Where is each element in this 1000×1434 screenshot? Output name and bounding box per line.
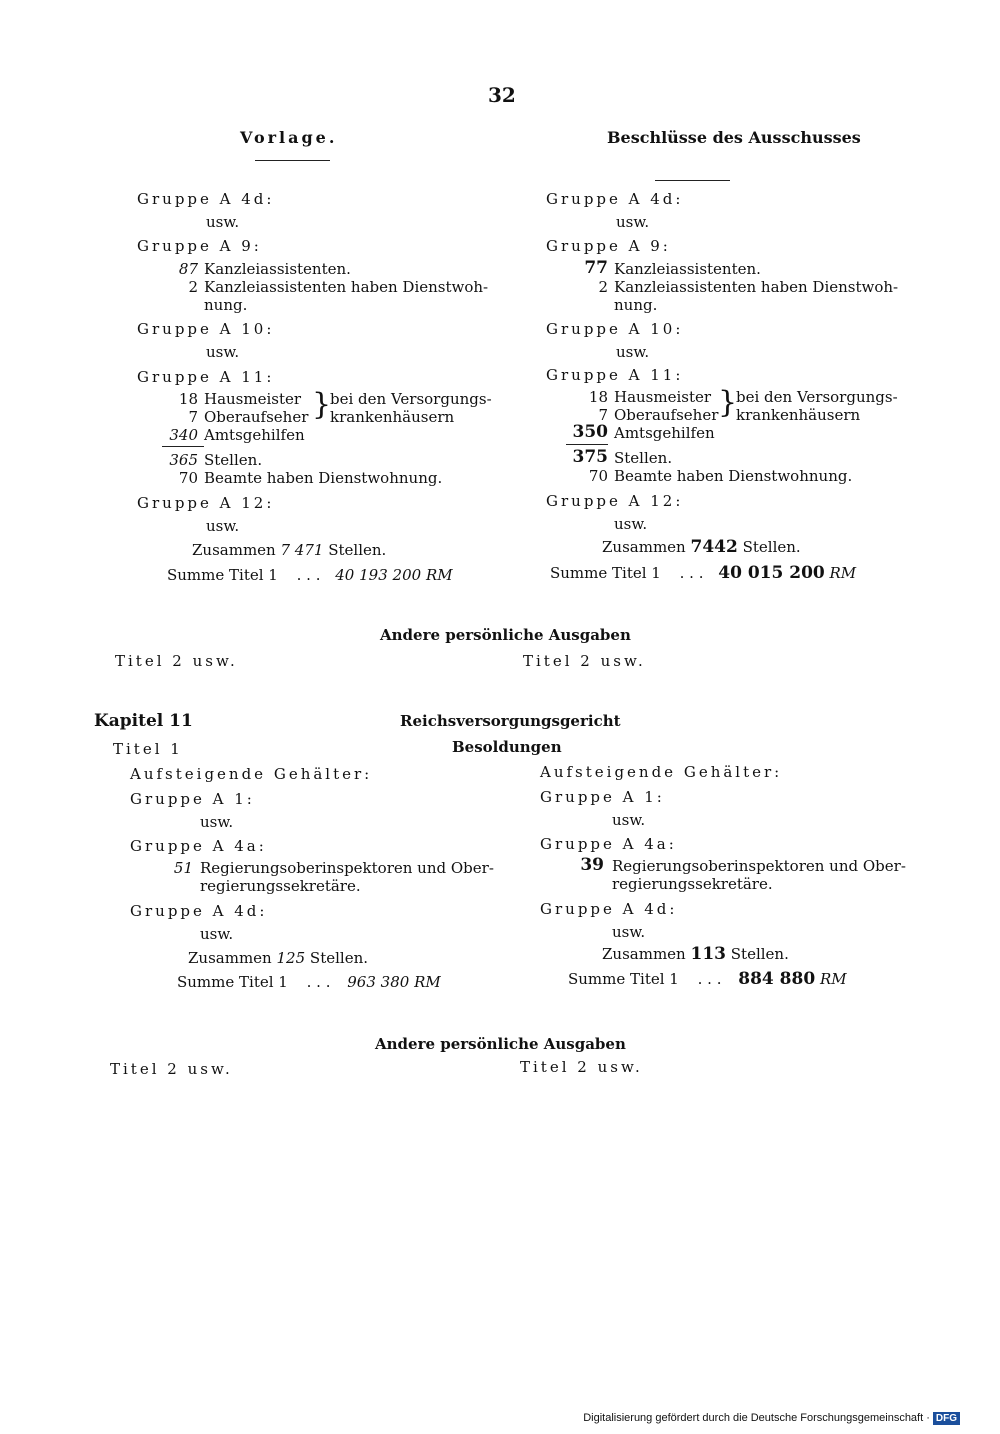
page-number: 32	[488, 83, 516, 107]
right-a9-two: 2	[598, 278, 608, 296]
right-total1	[602, 538, 801, 556]
left-a4a-count: 51	[173, 859, 193, 877]
andere-ausgaben-heading-1: Andere persönliche Ausgaben	[380, 626, 631, 644]
right-a4a-reg-2: regierungssekretäre.	[612, 875, 773, 893]
right-a12-usw: usw.	[614, 515, 648, 533]
right-total1-label: Zusammen	[602, 538, 686, 556]
right-total1-value: 7442	[690, 537, 738, 557]
left-heading: Vorlage.	[240, 128, 338, 147]
right-total2-label: Zusammen	[602, 945, 686, 963]
left-sum2-label: Summe Titel 1	[177, 973, 288, 991]
left-a12-usw: usw.	[206, 517, 240, 535]
right-sum2-value: 884 880	[738, 969, 816, 989]
left-a4d-2-usw: usw.	[200, 925, 234, 943]
left-titel2-2: Titel 2 usw.	[110, 1060, 233, 1078]
right-group-a10: Gruppe A 10:	[546, 320, 684, 338]
left-a4a-reg-2: regierungssekretäre.	[200, 877, 361, 895]
right-sum1-dots: . . .	[679, 564, 704, 582]
left-a11-oberaufseher: Oberaufseher	[204, 408, 309, 426]
left-total1-stellen: Stellen.	[328, 541, 387, 559]
left-group-a9: Gruppe A 9:	[137, 237, 262, 255]
andere-ausgaben-heading-2: Andere persönliche Ausgaben	[375, 1035, 626, 1053]
left-sum-rule	[162, 446, 204, 447]
right-total1-stellen: Stellen.	[742, 538, 801, 556]
titel1-label: Titel 1	[113, 740, 183, 758]
left-a4a-reg-1: Regierungsoberinspektoren und Ober-	[200, 859, 494, 877]
left-a11-kranken: krankenhäusern	[330, 408, 455, 426]
left-sum2-rm: RM	[414, 973, 441, 991]
left-a9-count: 87	[178, 260, 198, 278]
right-a11-amts: Amtsgehilfen	[614, 424, 715, 442]
right-a11-oberaufseher: Oberaufseher	[614, 406, 719, 424]
right-a1-usw: usw.	[612, 811, 646, 829]
left-group-a4d-2: Gruppe A 4d:	[130, 902, 268, 920]
right-a4a-count: 39	[580, 855, 604, 875]
left-sum2	[177, 973, 441, 991]
left-group-a4a: Gruppe A 4a:	[130, 837, 267, 855]
left-heading-rule	[255, 160, 330, 161]
right-group-a9: Gruppe A 9:	[546, 237, 671, 255]
right-titel2-2: Titel 2 usw.	[520, 1058, 643, 1076]
left-a11-stellen-count: 365	[169, 451, 198, 469]
right-group-a11: Gruppe A 11:	[546, 366, 684, 384]
right-group-a4d: Gruppe A 4d:	[546, 190, 684, 208]
right-a4d-2-usw: usw.	[612, 923, 646, 941]
right-a4d-usw: usw.	[616, 213, 650, 231]
right-total2-stellen: Stellen.	[730, 945, 789, 963]
left-group-a12: Gruppe A 12:	[137, 494, 275, 512]
left-total1-label: Zusammen	[192, 541, 276, 559]
right-a10-usw: usw.	[616, 343, 650, 361]
right-a11-seven: 7	[598, 406, 608, 424]
left-a10-usw: usw.	[206, 343, 240, 361]
right-a11-hausmeister: Hausmeister	[614, 388, 712, 406]
right-group-a4a: Gruppe A 4a:	[540, 835, 677, 853]
right-a11-beamte: Beamte haben Dienstwohnung.	[614, 467, 853, 485]
footer-text: Digitalisierung gefördert durch die Deutsche Forschungsgemeinschaft ·	[583, 1412, 930, 1424]
right-brace: }	[718, 385, 738, 420]
right-sum1	[550, 564, 856, 582]
left-a4d-usw: usw.	[206, 213, 240, 231]
right-heading: Beschlüsse des Ausschusses	[607, 128, 861, 147]
right-sum1-label: Summe Titel 1	[550, 564, 661, 582]
left-a9-dienst-1: Kanzleiassistenten haben Dienstwoh-	[204, 278, 489, 296]
left-sum2-dots: . . .	[306, 973, 331, 991]
left-a11-stellen: Stellen.	[204, 451, 263, 469]
left-sum2-value: 963 380	[347, 973, 410, 991]
right-sum1-value: 40 015 200	[718, 563, 825, 583]
right-total2	[602, 945, 789, 963]
left-a11-bei: bei den Versorgungs-	[330, 390, 492, 408]
footer-credit	[583, 1412, 960, 1425]
left-group-a1: Gruppe A 1:	[130, 790, 255, 808]
right-a9-kanzlei: Kanzleiassistenten.	[614, 260, 761, 278]
left-a11-beamte: Beamte haben Dienstwohnung.	[204, 469, 443, 487]
left-brace: }	[312, 387, 332, 422]
left-a9-kanzlei: Kanzleiassistenten.	[204, 260, 351, 278]
left-group-a4d: Gruppe A 4d:	[137, 190, 275, 208]
left-total1	[192, 541, 386, 559]
left-total1-value: 7 471	[280, 541, 324, 559]
right-a11-seventy: 70	[588, 467, 608, 485]
right-a9-dienst-1: Kanzleiassistenten haben Dienstwoh-	[614, 278, 899, 296]
right-sum2-dots: . . .	[697, 970, 722, 988]
left-a11-seven: 7	[188, 408, 198, 426]
left-sum1-rm: RM	[425, 566, 453, 584]
left-a9-two: 2	[188, 278, 198, 296]
left-group-a10: Gruppe A 10:	[137, 320, 275, 338]
left-total2-stellen: Stellen.	[309, 949, 369, 967]
right-sum2	[568, 970, 847, 988]
left-a1-usw: usw.	[200, 813, 234, 831]
left-a11-hausmeister: Hausmeister	[204, 390, 302, 408]
right-a11-eighteen: 18	[588, 388, 608, 406]
right-titel2-1: Titel 2 usw.	[523, 652, 646, 670]
right-group-a12: Gruppe A 12:	[546, 492, 684, 510]
right-a11-stellen: Stellen.	[614, 449, 673, 467]
right-heading-rule	[655, 180, 730, 181]
right-group-a4d-2: Gruppe A 4d:	[540, 900, 678, 918]
right-a11-bei: bei den Versorgungs-	[736, 388, 898, 406]
left-total2-label: Zusammen	[188, 949, 272, 967]
left-a11-eighteen: 18	[178, 390, 198, 408]
left-total2	[188, 949, 368, 967]
right-a9-dienst-2: nung.	[614, 296, 658, 314]
right-a4a-reg-1: Regierungsoberinspektoren und Ober-	[612, 857, 906, 875]
left-sum1-dots: . . .	[296, 566, 321, 584]
right-sum1-rm: RM	[829, 564, 857, 582]
right-total2-value: 113	[690, 944, 726, 964]
kapitel-heading: Kapitel 11	[94, 711, 193, 731]
reichsgericht-heading: Reichsversorgungsgericht	[400, 712, 621, 730]
left-a11-amts-count: 340	[169, 426, 198, 444]
right-group-a1: Gruppe A 1:	[540, 788, 665, 806]
left-a11-seventy: 70	[178, 469, 198, 487]
right-sum2-label: Summe Titel 1	[568, 970, 679, 988]
right-aufsteigende: Aufsteigende Gehälter:	[540, 763, 783, 781]
right-a11-stellen-count: 375	[572, 447, 608, 467]
dfg-logo: DFG	[933, 1412, 960, 1425]
left-a9-dienst-2: nung.	[204, 296, 248, 314]
right-a11-amts-count: 350	[572, 422, 608, 442]
right-sum-rule	[566, 444, 608, 445]
left-total2-value: 125	[276, 949, 306, 967]
left-sum1-value: 40 193 200	[335, 566, 422, 584]
left-group-a11: Gruppe A 11:	[137, 368, 275, 386]
left-sum1-label: Summe Titel 1	[167, 566, 278, 584]
left-titel2-1: Titel 2 usw.	[115, 652, 238, 670]
right-a9-count: 77	[584, 258, 608, 278]
besoldungen-heading: Besoldungen	[452, 738, 562, 756]
right-sum2-rm: RM	[819, 970, 847, 988]
left-aufsteigende: Aufsteigende Gehälter:	[130, 765, 373, 783]
right-a11-kranken: krankenhäusern	[736, 406, 861, 424]
left-a11-amts: Amtsgehilfen	[204, 426, 305, 444]
left-sum1	[167, 566, 453, 584]
